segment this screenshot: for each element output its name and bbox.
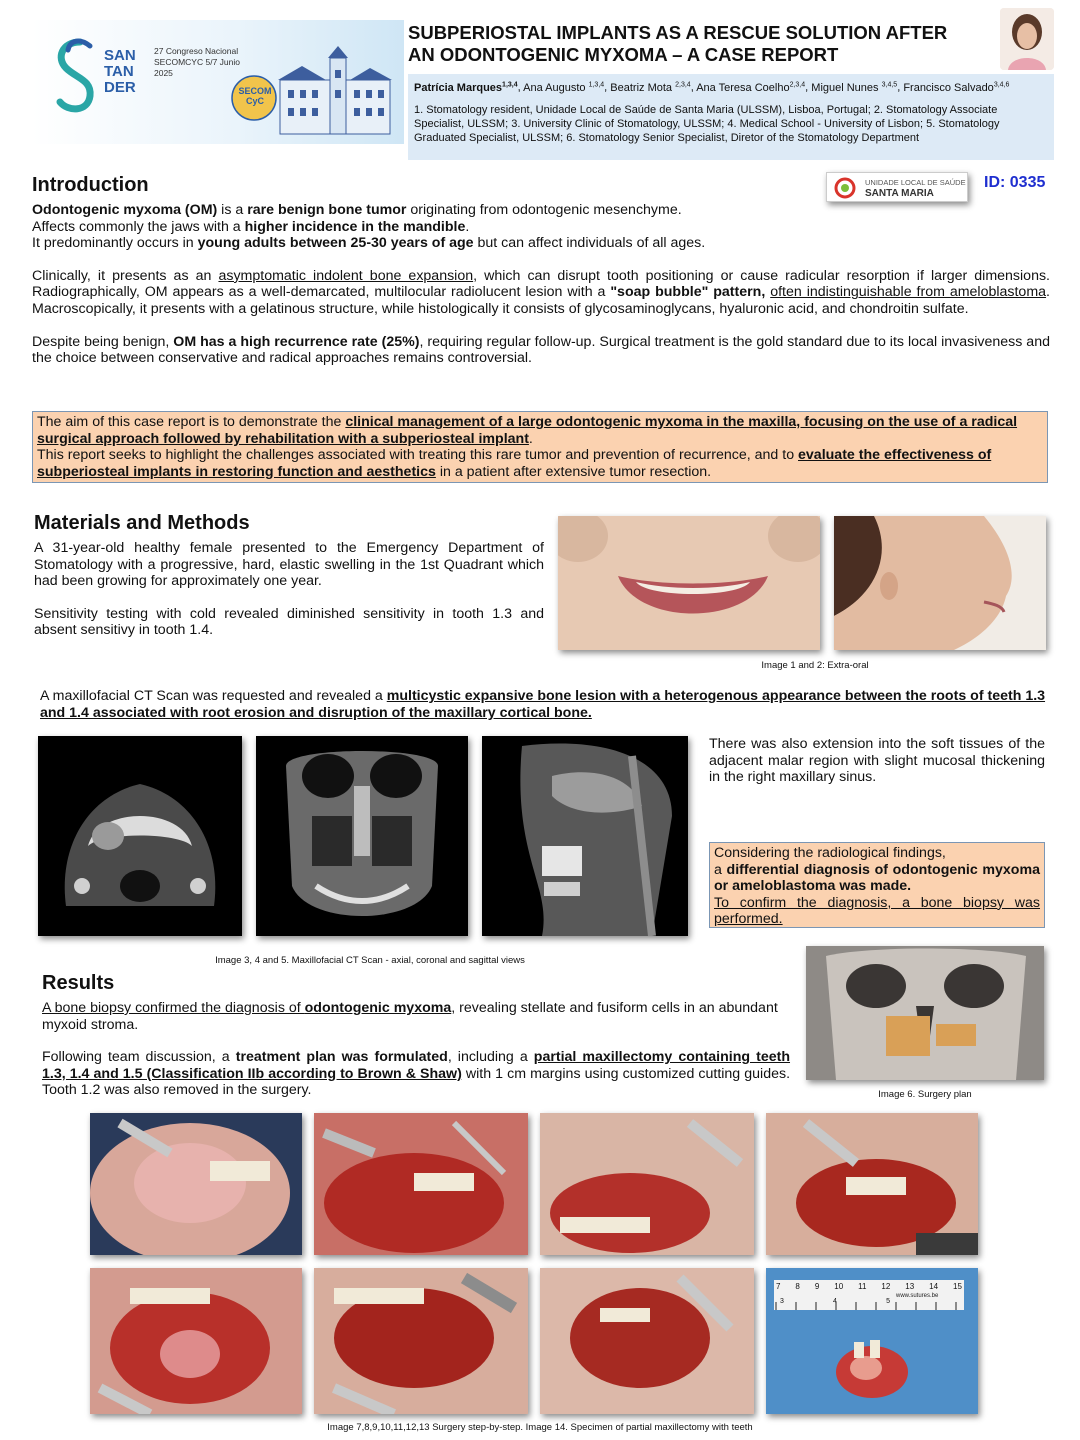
title-block xyxy=(408,22,994,66)
surgery-plan-art xyxy=(806,946,1044,1080)
surgery-photo-10-art xyxy=(766,1113,978,1255)
congress-banner xyxy=(32,20,404,144)
author-1: Patrícia Marques$^{1,3,4}$ xyxy=(414,81,518,94)
ct-findings-text: A maxillofacial CT Scan was requested and revealed a multicystic expansive bone lesion with a heterogenous appearance between the roots of teeth 1.3 and 1.4 associated with root erosion and disruption of the maxillary cortical bone. xyxy=(40,688,1046,721)
surgery-photo-8 xyxy=(314,1113,528,1255)
surgery-photo-9 xyxy=(540,1113,754,1255)
author-box xyxy=(408,74,1054,160)
methods-paragraph-2: Sensitivity testing with cold revealed diminished sensitivity in tooth 1.3 and absent sensitivy in tooth 1.4. xyxy=(34,605,544,639)
methods-heading: Materials and Methods xyxy=(34,512,250,534)
ruler-numbers: 7 8 9 10 11 12 13 14 15 xyxy=(776,1282,962,1291)
city-logo-text: SAN TAN DER xyxy=(104,47,136,96)
surgery-photo-7 xyxy=(90,1113,302,1255)
author-photo-art xyxy=(1000,8,1054,70)
hospital-logo-line1: UNIDADE LOCAL DE SAÚDE xyxy=(865,178,966,187)
surgery-photo-8-art xyxy=(314,1113,528,1255)
ruler-numbers-bottom: 3 4 5 xyxy=(780,1298,890,1305)
author-6: Francisco Salvado$^{3,4,6}$ xyxy=(903,81,1010,94)
surgery-plan-image xyxy=(806,946,1044,1080)
introduction-body xyxy=(32,202,1050,367)
introduction-heading: Introduction xyxy=(32,174,149,196)
ct-sagittal-art xyxy=(482,736,688,936)
caption-surgery: Image 7,8,9,10,11,12,13 Surgery step-by-step. Image 14. Specimen of partial maxillectomy with teeth xyxy=(327,1422,753,1433)
ct-axial-art xyxy=(38,736,242,936)
congress-text: 27 Congreso Nacional SECOMCYC 5/7 Junio 2025 xyxy=(154,46,240,78)
aim-box: The aim of this case report is to demonstrate the clinical management of a large odontogenic myxoma in the maxilla, focusing on the use of a radical surgical approach followed by rehabilitation with a subperiosteal implant. This report seeks to highlight the challenges associated with treating this rare tumor and prevention of recurrence, and to evaluate the effectiveness of subperiosteal implants in restoring function and aesthetics in a patient after extensive tumor resection. xyxy=(32,411,1048,483)
author-2: Ana Augusto $^{1,3,4}$ xyxy=(523,81,605,94)
surgery-photo-10 xyxy=(766,1113,978,1255)
surgery-photo-13 xyxy=(540,1268,754,1414)
ct-sagittal-image xyxy=(482,736,688,936)
diagnosis-box: Considering the radiological findings, a differential diagnosis of odontogenic myxoma or ameloblastoma was made. To confirm the diagnosis, a bone biopsy was performed. xyxy=(709,842,1045,928)
author-5: Miguel Nunes $^{3,4,5}$ xyxy=(811,81,898,94)
caption-ct: Image 3, 4 and 5. Maxillofacial CT Scan - axial, coronal and sagittal views xyxy=(215,955,525,966)
hospital-logo-icon xyxy=(831,174,861,202)
specimen-photo-14 xyxy=(766,1268,978,1414)
surgery-photo-7-art xyxy=(90,1113,302,1255)
affiliations: 1. Stomatology resident, Unidade Local de Saúde de Santa Maria (ULSSM), Lisboa, Portugal; 2. Stomatology Associate Specialist, ULSSM; 3. University Clinic of Stomatology, ULSSM; 4. Medical School - University of Lisbon; 5. Stomatology Graduated Specialist, ULSSM; 6. Stomatology Senior Specialist, Diretor of the Stomatology Department xyxy=(414,104,1000,145)
methods-body xyxy=(34,540,544,639)
surgery-photo-12-art xyxy=(314,1268,528,1414)
ct-findings xyxy=(40,688,1050,721)
ct-coronal-image xyxy=(256,736,468,936)
secom-logo-text: SECOM CyC xyxy=(238,86,272,106)
surgery-photo-11 xyxy=(90,1268,302,1414)
results-paragraph-1: A bone biopsy confirmed the diagnosis of odontogenic myxoma, revealing stellate and fusiform cells in an abundant myxoid stroma. xyxy=(42,1000,778,1033)
congress-banner-art xyxy=(32,20,404,144)
title-line-1: SUBPERIOSTAL IMPLANTS AS A RESCUE SOLUTION AFTER xyxy=(408,22,948,43)
extraoral-photo-2 xyxy=(834,516,1046,650)
extraoral-photo-1-art xyxy=(558,516,820,650)
surgery-photo-11-art xyxy=(90,1268,302,1414)
title-line-2: AN ODONTOGENIC MYXOMA – A CASE REPORT xyxy=(408,44,839,65)
results-paragraph-2: Following team discussion, a treatment plan was formulated, including a partial maxillectomy containing teeth 1.3, 1.4 and 1.5 (Classification IIb according to Brown & Shaw) with 1 cm margins using customized cutting guides. Tooth 1.2 was also removed in the surgery. xyxy=(42,1049,791,1099)
intro-paragraph-1: Odontogenic myxoma (OM) is a rare benign bone tumor originating from odontogenic mesenchyme. Affects commonly the jaws with a higher incidence in the mandible. It predominantly occurs in young adults between 25-30 years of age but can affect individuals of all ages. xyxy=(32,202,706,252)
caption-surgery-plan: Image 6. Surgery plan xyxy=(878,1089,972,1100)
surgery-photo-9-art xyxy=(540,1113,754,1255)
surgery-photo-13-art xyxy=(540,1268,754,1414)
intro-paragraph-3: Despite being benign, OM has a high recurrence rate (25%), requiring regular follow-up. Surgical treatment is the gold standard due to its local invasiveness and the choice between conservative and radical approaches remains controversial. xyxy=(32,333,1050,367)
hospital-logo xyxy=(826,172,968,202)
ct-coronal-art xyxy=(256,736,468,936)
results-body xyxy=(42,1000,790,1099)
ruler-label: www.sutures.be xyxy=(896,1293,939,1299)
author-4: Ana Teresa Coelho$^{2,3,4}$ xyxy=(696,81,806,94)
extraoral-photo-2-art xyxy=(834,516,1046,650)
caption-extraoral: Image 1 and 2: Extra-oral xyxy=(761,660,869,671)
extraoral-photo-1 xyxy=(558,516,820,650)
intro-paragraph-2: Clinically, it presents as an asymptomatic indolent bone expansion, which can disrupt tooth positioning or cause radicular resorption if larger dimensions. Radiographically, OM appears as a well-demarcated, multilocular radiolucent lesion with a "soap bubble" pattern, often indistinguishable from ameloblastoma. Macroscopically, it presents with a gelatinous structure, while histologically it consists of glycosaminoglycans, hyaluronic acid, and chondroitin sulfate. xyxy=(32,267,1050,317)
poster-id: ID: 0335 xyxy=(984,174,1046,191)
results-heading: Results xyxy=(42,972,115,994)
poster-title xyxy=(408,22,994,66)
author-photo xyxy=(1000,8,1054,70)
author-3: Beatriz Mota $^{2,3,4}$ xyxy=(610,81,691,94)
surgery-photo-12 xyxy=(314,1268,528,1414)
extension-text: There was also extension into the soft tissues of the adjacent malar region with slight mucosal thickening in the right maxillary sinus. xyxy=(709,736,1045,786)
hospital-logo-line2: SANTA MARIA xyxy=(865,188,934,199)
methods-paragraph-1: A 31-year-old healthy female presented to the Emergency Department of Stomatology with a progressive, hard, elastic swelling in the 1st Quadrant which had been growing for approximately one year. xyxy=(34,540,544,590)
authors-line: Patrícia Marques$^{1,3,4}$, Ana Augusto $^{1,3,4}$, Beatriz Mota $^{2,3,4}$, Ana Teresa Coelho$^{2,3,4}$, Miguel Nunes $^{3,4,5}$, Francisco Salvado$^{3,4,6}$ xyxy=(414,81,1010,94)
ct-axial-image xyxy=(38,736,242,936)
